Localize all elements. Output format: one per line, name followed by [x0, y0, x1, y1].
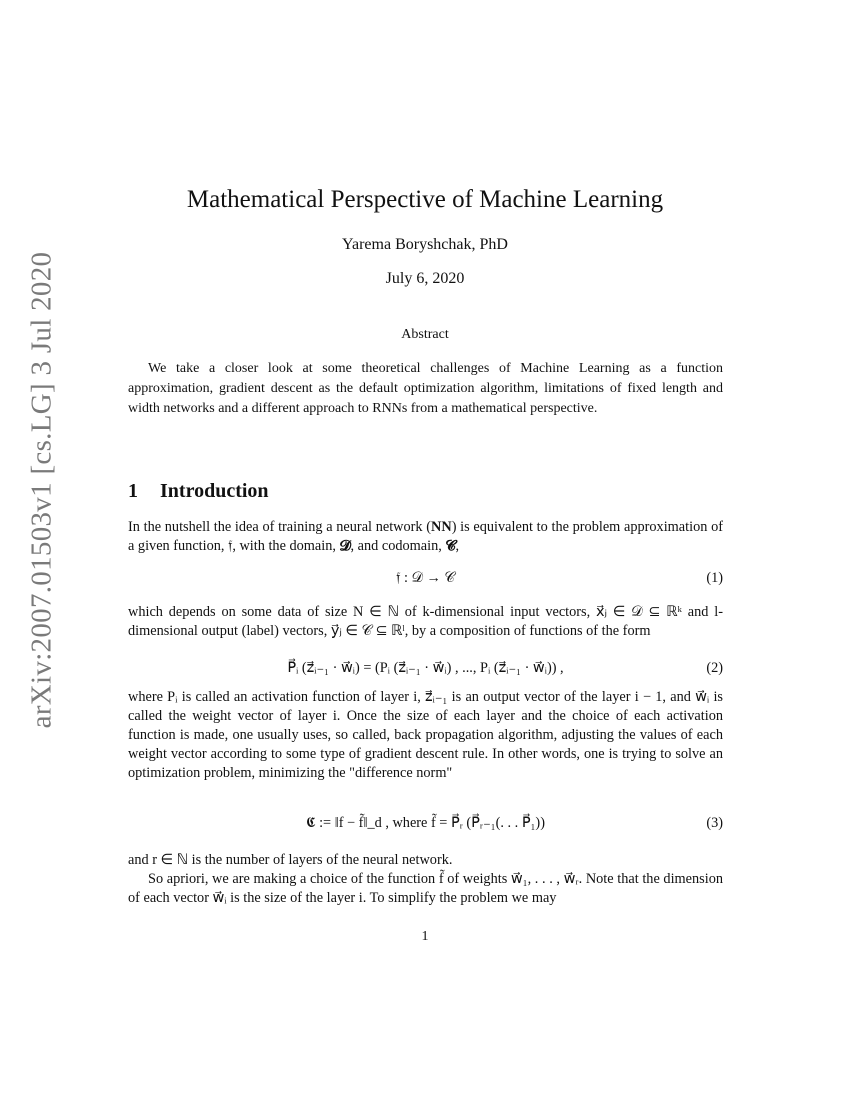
intro-paragraph-5: So apriori, we are making a choice of the function f̃ of weights w⃗₁, . . . , w⃗ᵣ. Note that the dimension of each vector w⃗ᵢ is the size of the layer i. To simplify the problem we may	[128, 871, 723, 906]
equation-2-number: (2)	[706, 660, 723, 676]
intro-paragraph-1	[128, 518, 723, 556]
p1-text-d: , and codomain,	[350, 538, 446, 554]
p1-text-e: ,	[455, 538, 460, 554]
p1-text-a: In the nutshell the idea of training a neural network (	[128, 519, 432, 535]
equation-1-number: (1)	[706, 570, 723, 586]
p1-text-c: , with the domain,	[232, 538, 340, 554]
paper-title: Mathematical Perspective of Machine Learning	[186, 186, 664, 213]
p1-text-b: ) is equivalent to the problem approximation of a given function,	[128, 519, 723, 554]
intro-paragraph-4: and r ∈ ℕ is the number of layers of the neural network.	[128, 852, 453, 868]
equation-3-body: 𝕮 := ‖f − f̃‖_d , where f̃ = P⃗ᵣ (P⃗ᵣ₋₁(. . . P⃗₁))	[306, 815, 545, 831]
section-title: Introduction	[160, 480, 269, 502]
p1-symbol-domain: 𝓓	[339, 538, 351, 554]
p1-symbol-f: 𝔣	[228, 538, 233, 554]
abstract-heading: Abstract	[401, 327, 449, 342]
equation-1-body: 𝔣 : 𝒟 → 𝒞	[396, 570, 455, 586]
p1-bold-nn: NN	[431, 519, 452, 535]
section-number: 1	[128, 480, 138, 502]
arxiv-side-stamp: arXiv:2007.01503v1 [cs.LG] 3 Jul 2020	[25, 251, 58, 729]
page-number: 1	[421, 929, 429, 944]
p1-symbol-codomain: 𝓒	[445, 538, 456, 554]
paper-author: Yarema Boryshchak, PhD	[342, 236, 508, 253]
abstract-text: We take a closer look at some theoretical challenges of Machine Learning as a function approximation, gradient descent as the default optimization algorithm, limitations of fixed length and width networks and a different approach to RNNs from a mathematical perspective.	[128, 361, 723, 416]
intro-paragraph-2: which depends on some data of size N ∈ ℕ of k-dimensional input vectors, x⃗ⱼ ∈ 𝒟 ⊆ ℝᵏ and l-dimensional output (label) vectors, y⃗ⱼ ∈ 𝒞 ⊆ ℝˡ, by a composition of functions of the form	[128, 604, 723, 639]
section-heading	[128, 480, 269, 503]
equation-3-number: (3)	[706, 815, 723, 831]
intro-paragraph-3: where Pᵢ is called an activation function of layer i, z⃗ᵢ₋₁ is an output vector of the layer i − 1, and w⃗ᵢ is called the weight vector of layer i. Once the size of each layer and the choice of each activation function is made, one usually uses, so called, back propagation algorithm, adjusting the values of each weight vector according to some type of gradient descent rule. In other words, one is trying to solve an optimization problem, minimizing the "difference norm"	[128, 689, 723, 781]
paper-date: July 6, 2020	[385, 270, 465, 287]
equation-2-body: P⃗ᵢ (z⃗ᵢ₋₁ · w⃗ᵢ) = (Pᵢ (z⃗ᵢ₋₁ · w⃗ᵢ) , ..., Pᵢ (z⃗ᵢ₋₁ · w⃗ᵢ)) ,	[287, 660, 564, 676]
